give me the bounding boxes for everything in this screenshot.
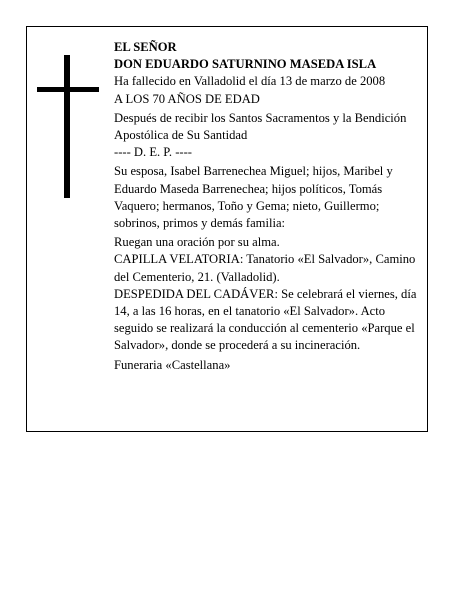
chapel-text: CAPILLA VELATORIA: Tanatorio «El Salvador», Camino del Cementerio, 21. (Valladolid). xyxy=(114,252,416,284)
cross-vertical-bar xyxy=(64,55,70,198)
notice-text xyxy=(114,39,422,374)
cross-icon xyxy=(37,55,99,198)
notice-title: EL SEÑOR xyxy=(114,40,177,54)
family-text: Su esposa, Isabel Barrenechea Miguel; hijos, Maribel y Eduardo Maseda Barrenechea; hijos políticos, Tomás Vaquero; hermanos, Toño y Gema; nieto, Guillermo; sobrinos, primos y demás familia: xyxy=(114,164,393,231)
death-info: Ha fallecido en Valladolid el día 13 de marzo de 2008 xyxy=(114,74,386,89)
farewell-text: DESPEDIDA DEL CADÁVER: Se celebrará el viernes, día 14, a las 16 horas, en el tanatorio «El Salvador». Acto seguido se realizará la conducción al cementerio «Parque el Salvador», donde se procederá a su incineración. xyxy=(114,286,417,353)
prayer-text: Ruegan una oración por su alma. xyxy=(114,235,280,250)
dep-line: ---- D. E. P. ---- xyxy=(114,145,192,160)
age-info: A LOS 70 AÑOS DE EDAD xyxy=(114,91,260,106)
deceased-name: DON EDUARDO SATURNINO MASEDA ISLA xyxy=(114,57,377,72)
sacraments-text: Después de recibir los Santos Sacramentos y la Bendición Apostólica de Su Santidad xyxy=(114,110,407,143)
obituary-notice xyxy=(26,26,428,432)
funeral-home-text: Funeraria «Castellana» xyxy=(114,357,231,372)
cross-horizontal-bar xyxy=(37,87,99,92)
